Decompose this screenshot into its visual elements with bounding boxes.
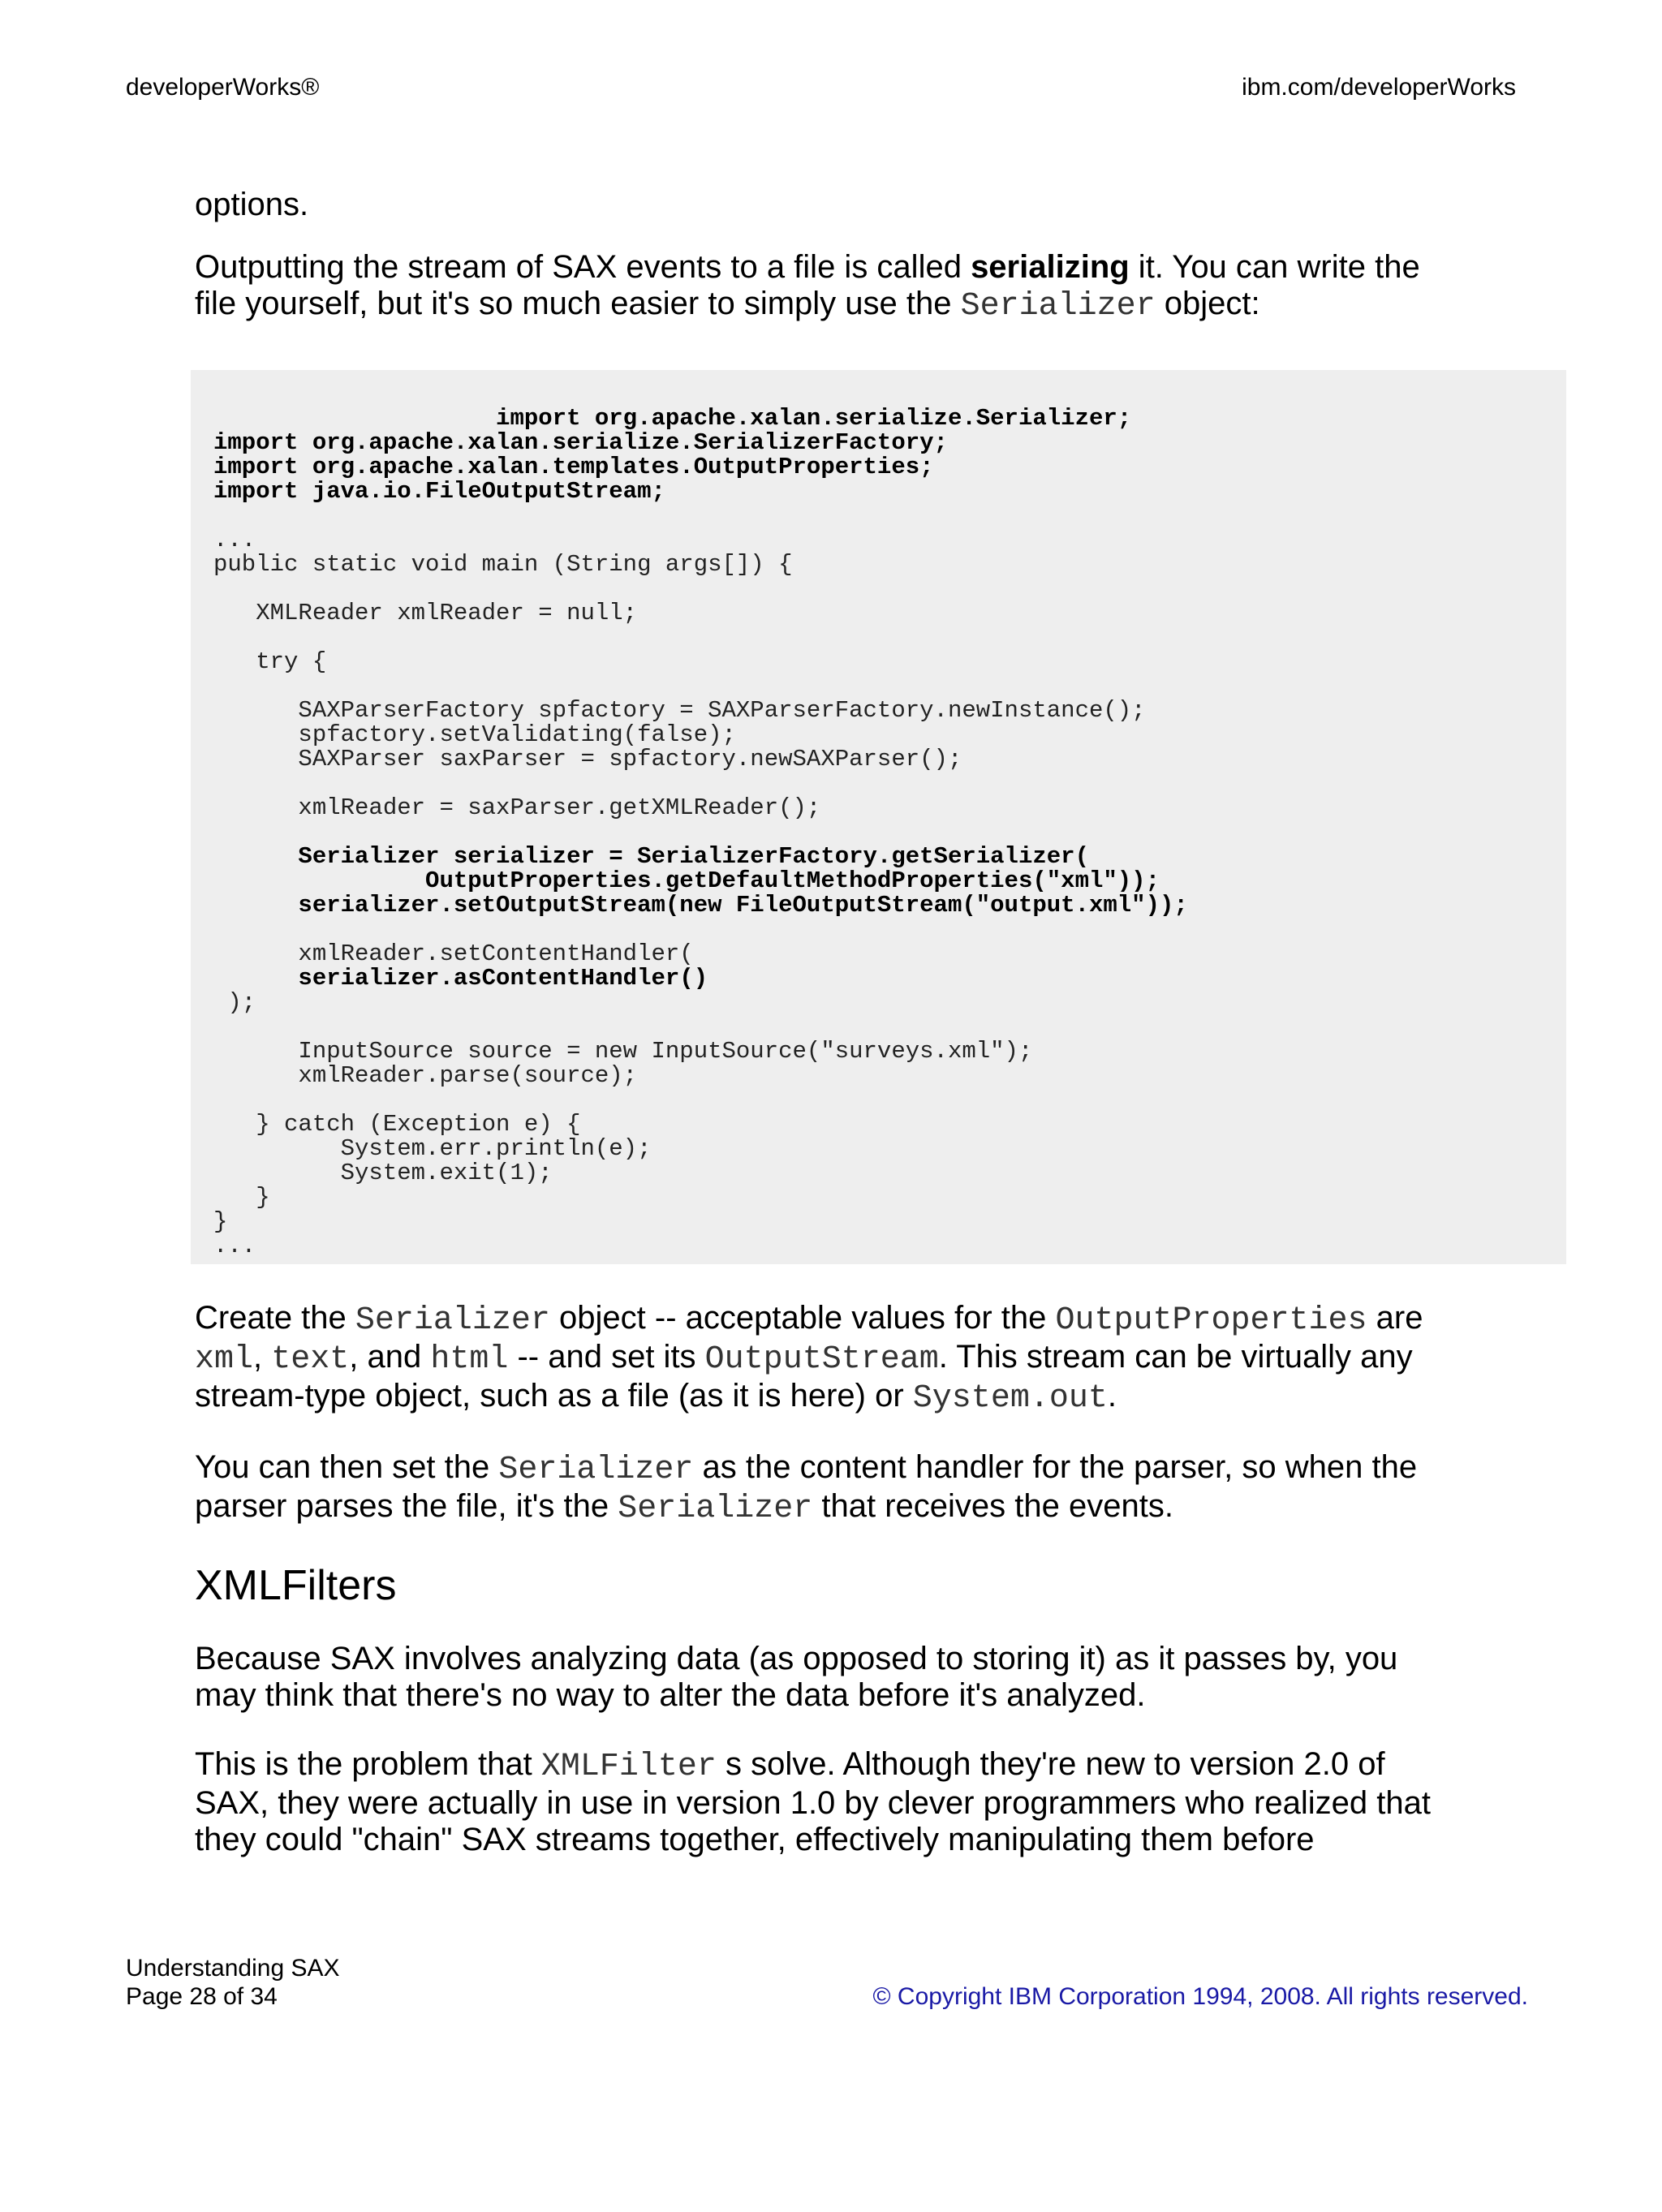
term-serializing: serializing — [971, 249, 1130, 285]
inline-code-serializer: Serializer — [960, 288, 1156, 325]
code-listing — [191, 370, 1566, 1264]
intro-paragraph-1: options. — [195, 187, 309, 222]
code-line: xmlReader = saxParser.getXMLReader(); — [213, 794, 821, 821]
inline-code: text — [271, 1341, 350, 1378]
code-text — [213, 407, 1188, 1259]
footer-copyright: © Copyright IBM Corporation 1994, 2008. All rights reserved. — [872, 1983, 1528, 2010]
code-line: } catch (Exception e) { — [213, 1111, 581, 1138]
paragraph-content-handler: You can then set the Serializer as the content handler for the parser, so when the parser parses the file, it's the Serializer that receives the events. — [195, 1449, 1418, 1527]
code-line: xmlReader.setContentHandler( — [213, 940, 694, 967]
code-line: InputSource source = new InputSource("surveys.xml"); — [213, 1038, 1033, 1065]
intro-paragraph-2: Outputting the stream of SAX events to a file is called serializing it. You can write the file yourself, but it's so much easier to simply use the Serializer object: — [195, 249, 1420, 325]
inline-code: System.out — [912, 1380, 1108, 1417]
footer-page-number: Page 28 of 34 — [126, 1983, 278, 2010]
inline-code: Serializer — [618, 1491, 813, 1527]
code-line: XMLReader xmlReader = null; — [213, 600, 638, 626]
code-line: import org.apache.xalan.serialize.Serializer; — [213, 405, 1132, 432]
code-line: Serializer serializer = SerializerFactory.getSerializer( — [213, 843, 1089, 870]
code-line: ... — [213, 527, 256, 553]
intro-section — [195, 187, 1461, 357]
code-line: try { — [213, 648, 327, 675]
paragraph-sax-analyzing: Because SAX involves analyzing data (as opposed to storing it) as it passes by, you may think that there's no way to alter the data before it's analyzed. — [195, 1641, 1398, 1713]
code-line: SAXParserFactory spfactory = SAXParserFactory.newInstance(); — [213, 697, 1146, 724]
code-line: import org.apache.xalan.templates.OutputProperties; — [213, 454, 934, 480]
code-line: System.exit(1); — [213, 1160, 553, 1186]
body-section — [195, 1300, 1461, 1891]
inline-code: OutputStream — [704, 1341, 939, 1378]
code-line: OutputProperties.getDefaultMethodProperties("xml")); — [213, 867, 1160, 894]
inline-code: OutputProperties — [1055, 1302, 1367, 1339]
code-line: import org.apache.xalan.serialize.SerializerFactory; — [213, 429, 948, 456]
header-brand: developerWorks® — [126, 74, 320, 101]
paragraph-xmlfilter-problem: This is the problem that XMLFilter s solve. Although they're new to version 2.0 of SAX, they were actually in use in version 1.0 by clever programmers who realized that they could "chain" SAX streams together, effectively manipulating them before — [195, 1746, 1431, 1857]
inline-code: Serializer — [498, 1452, 694, 1488]
code-line: System.err.println(e); — [213, 1135, 652, 1162]
code-line: serializer.asContentHandler() — [213, 965, 708, 992]
footer-doc-info — [126, 1954, 340, 2011]
header-site-url: ibm.com/developerWorks — [1242, 74, 1516, 101]
code-line: serializer.setOutputStream(new FileOutputStream("output.xml")); — [213, 892, 1188, 919]
code-line: xmlReader.parse(source); — [213, 1062, 638, 1089]
paragraph-serializer-object: Create the Serializer object -- acceptable values for the OutputProperties are xml, text, and html -- and set its OutputStream. This stream can be virtually any stream-type object, such as a file (as it is here) or System.out. — [195, 1300, 1423, 1417]
inline-code: Serializer — [355, 1302, 550, 1339]
code-line: ... — [213, 1233, 256, 1259]
section-heading-xmlfilters: XMLFilters — [195, 1562, 397, 1609]
code-line: } — [213, 1208, 228, 1235]
inline-code: xml — [195, 1341, 254, 1378]
inline-code-xmlfilter: XMLFilter — [540, 1749, 717, 1785]
code-line: ); — [213, 989, 256, 1016]
code-line: } — [213, 1184, 270, 1211]
code-line: SAXParser saxParser = spfactory.newSAXParser(); — [213, 746, 962, 772]
inline-code: html — [430, 1341, 509, 1378]
code-line: import java.io.FileOutputStream; — [213, 478, 665, 505]
code-line: spfactory.setValidating(false); — [213, 721, 736, 748]
footer-doc-title: Understanding SAX — [126, 1955, 340, 1982]
code-line: public static void main (String args[]) { — [213, 551, 793, 578]
